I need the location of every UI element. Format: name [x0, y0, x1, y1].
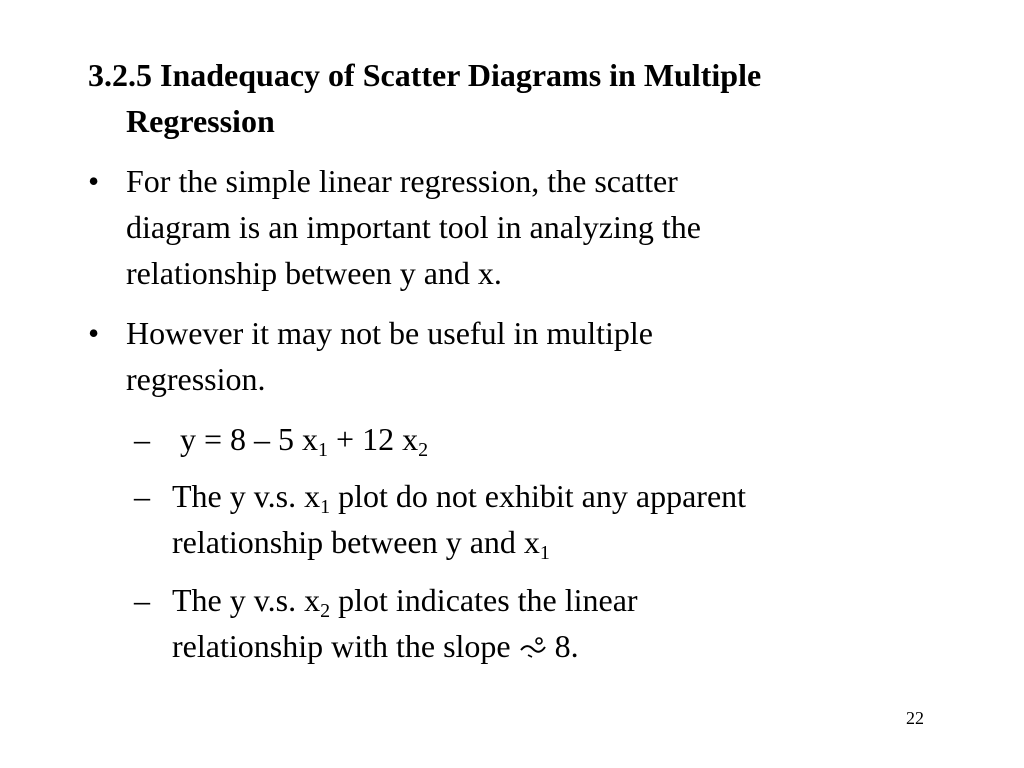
sub-line [134, 623, 974, 669]
slide-title [88, 52, 968, 144]
subscript: 2 [418, 439, 429, 461]
sub-line [134, 473, 974, 519]
bullet-line: diagram is an important tool in analyzing the [126, 209, 701, 245]
bullet-multiple-regression [88, 310, 968, 402]
text-part: The y v.s. x [172, 478, 321, 514]
bullet-line: relationship between y and x. [126, 255, 502, 291]
bullet-line: However it may not be useful in multiple [126, 315, 653, 351]
page-number: 22 [906, 708, 924, 728]
subscript: 1 [318, 439, 329, 461]
text-part: relationship with the slope [172, 628, 519, 664]
text-part: 8. [546, 628, 579, 664]
equation-part: y = 8 – 5 x [180, 421, 319, 457]
title-line-1: 3.2.5 Inadequacy of Scatter Diagrams in Multiple [88, 57, 762, 93]
text-part: plot indicates the linear [330, 582, 638, 618]
bullet-line: regression. [126, 361, 266, 397]
bullet-mark: • [88, 315, 100, 351]
dash-mark: – [134, 478, 150, 514]
title-line-2: Regression [126, 103, 275, 139]
dash-mark: – [134, 582, 150, 618]
subscript: 2 [320, 600, 331, 622]
dash-mark: – [134, 421, 150, 457]
bullet-simple-regression [88, 158, 968, 296]
sub-line [134, 519, 974, 565]
text-part: The y v.s. x [172, 582, 321, 618]
subscript: 1 [320, 496, 331, 518]
text-part: plot do not exhibit any apparent [330, 478, 747, 514]
bullet-line: For the simple linear regression, the scatter [126, 163, 678, 199]
sub-item-x2-plot [134, 577, 974, 669]
bullet-mark: • [88, 163, 100, 199]
text-part: relationship between y and x [172, 524, 540, 560]
sub-item-x1-plot [134, 473, 974, 565]
equation-part: + 12 x [328, 421, 419, 457]
subscript: 1 [539, 542, 550, 564]
approximately-equal-icon [519, 635, 547, 659]
equation [180, 416, 428, 462]
sub-line [134, 577, 974, 623]
